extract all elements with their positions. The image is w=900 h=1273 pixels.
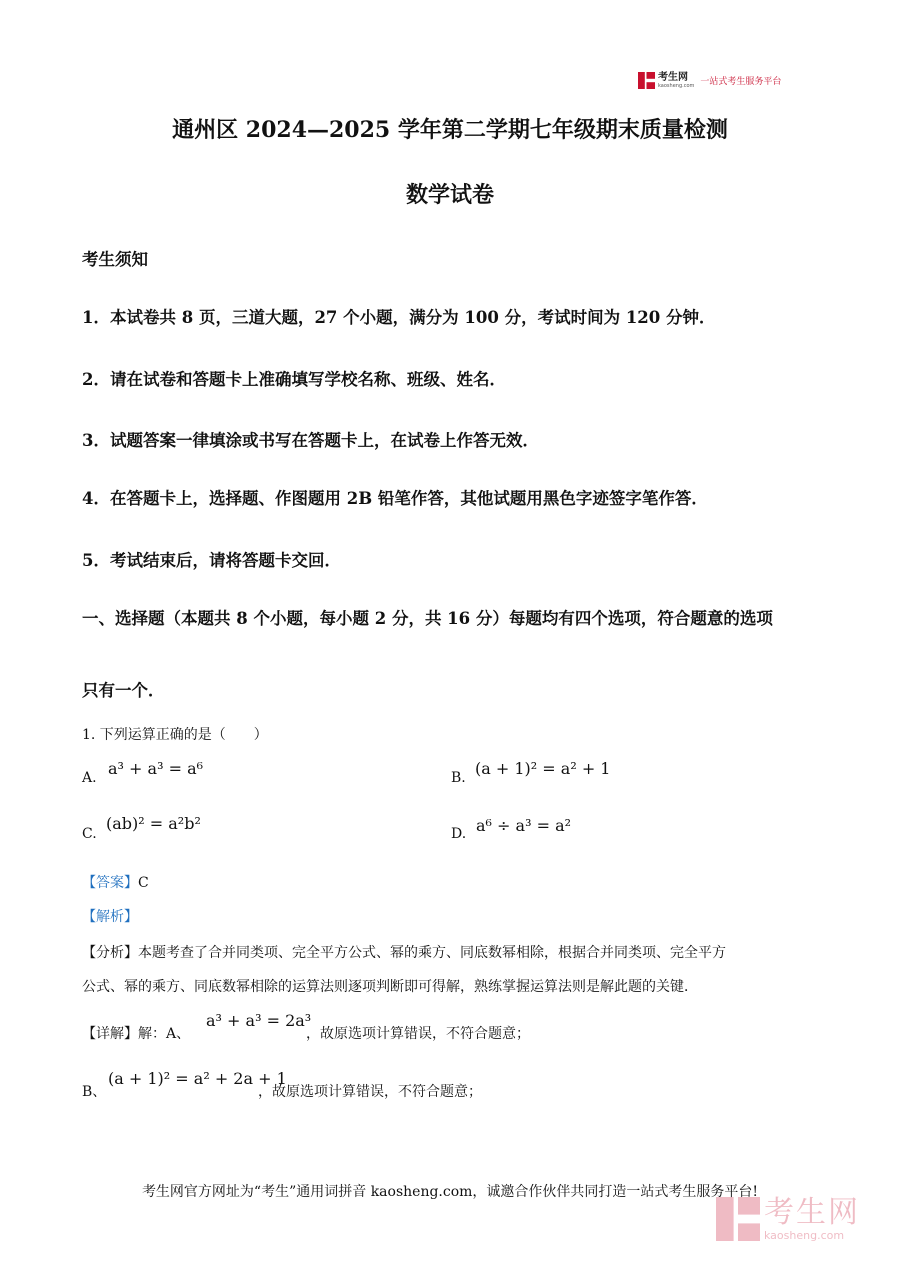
watermark bbox=[716, 1194, 860, 1242]
watermark-logo-icon bbox=[716, 1197, 760, 1241]
question-stem: 1. 下列运算正确的是（ ） bbox=[82, 727, 268, 743]
option-c-expr: (ab)² = a²b² bbox=[106, 814, 201, 833]
xiangjie-expr: a³ + a³ = 2a³ bbox=[206, 1011, 312, 1030]
analysis-tag: 【解析】 bbox=[82, 909, 138, 925]
option-b-explain-comment: ，故原选项计算错误，不符合题意； bbox=[258, 1084, 482, 1100]
fenxi-line: 公式、幂的乘方、同底数幂相除的运算法则逐项判断即可得解，熟练掌握运算法则是解此题的关键． bbox=[82, 979, 698, 995]
notice-heading: 考生须知 bbox=[82, 250, 148, 269]
footer-text: 考生网官方网址为“考生”通用词拼音 kaosheng.com，诚邀合作伙伴共同打造一站式考生服务平台! bbox=[141, 1184, 759, 1200]
option-c-label: C. bbox=[82, 826, 97, 842]
logo-slogan: 一站式考生服务平台 bbox=[700, 77, 782, 87]
option-a-label: A. bbox=[82, 770, 97, 786]
answer-line bbox=[82, 872, 149, 892]
option-b-explain-prefix: B、 bbox=[82, 1084, 107, 1100]
watermark-domain: kaosheng.com bbox=[764, 1228, 845, 1242]
xiangjie-prefix: 【详解】解：A、 bbox=[82, 1026, 191, 1042]
option-a-expr: a³ + a³ = a⁶ bbox=[108, 759, 204, 778]
section-heading-cont: 只有一个． bbox=[82, 681, 165, 700]
watermark-brand: 考生网 bbox=[764, 1194, 860, 1230]
answer-value: C bbox=[138, 875, 149, 891]
exam-subtitle: 数学试卷 bbox=[405, 182, 494, 208]
option-d-label: D. bbox=[451, 826, 467, 842]
option-d-expr: a⁶ ÷ a³ = a² bbox=[476, 816, 572, 835]
exam-title: 通州区 2024—2025 学年第二学期七年级期末质量检测 bbox=[172, 117, 728, 143]
notice-item: 5．考试结束后，请将答题卡交回． bbox=[82, 551, 341, 570]
notice-item: 1．本试卷共 8 页，三道大题，27 个小题，满分为 100 分，考试时间为 120 分钟． bbox=[82, 308, 716, 327]
option-b-expr: (a + 1)² = a² + 1 bbox=[475, 759, 611, 778]
header-logo bbox=[638, 72, 781, 89]
section-heading: 一、选择题（本题共 8 个小题，每小题 2 分，共 16 分）每题均有四个选项，符合题意的选项 bbox=[82, 609, 773, 628]
notice-item: 2．请在试卷和答题卡上准确填写学校名称、班级、姓名． bbox=[82, 370, 506, 389]
logo-brand-domain: kaosheng.com bbox=[658, 82, 695, 89]
option-b-explain-expr: (a + 1)² = a² + 2a + 1 bbox=[108, 1069, 287, 1088]
logo-brand-name: 考生网 bbox=[658, 71, 688, 83]
fenxi-line: 【分析】本题考查了合并同类项、完全平方公式、幂的乘方、同底数幂相除，根据合并同类项、完全平方 bbox=[82, 945, 726, 961]
answer-tag: 【答案】 bbox=[82, 875, 138, 891]
option-b-label: B. bbox=[451, 770, 466, 786]
kaosheng-logo-icon bbox=[638, 72, 655, 89]
xiangjie-comment: ，故原选项计算错误，不符合题意； bbox=[306, 1026, 530, 1042]
notice-item: 3．试题答案一律填涂或书写在答题卡上，在试卷上作答无效． bbox=[82, 431, 539, 450]
notice-item: 4．在答题卡上，选择题、作图题用 2B 铅笔作答，其他试题用黑色字迹签字笔作答． bbox=[82, 489, 708, 508]
